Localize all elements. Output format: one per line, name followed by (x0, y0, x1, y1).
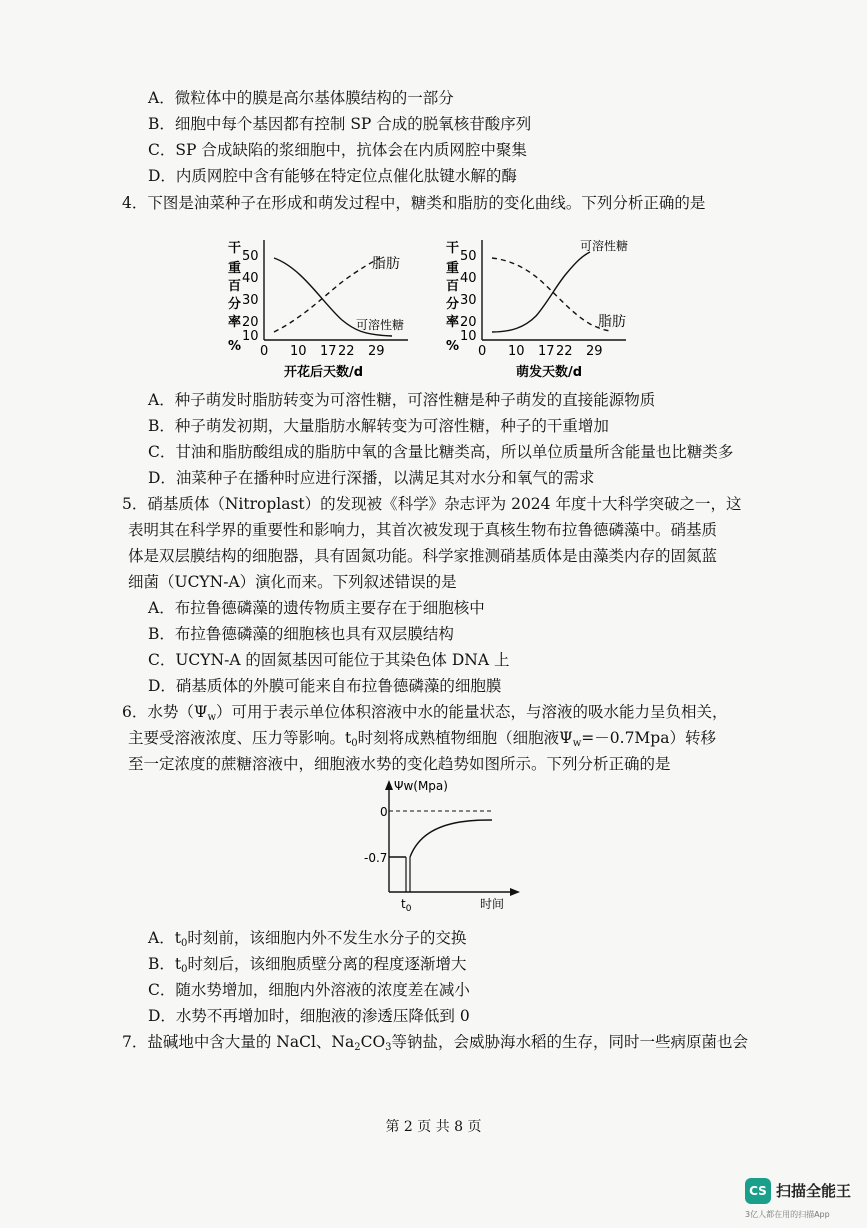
chart2-ytick: 20 (460, 315, 477, 330)
page-footer: 第 2 页 共 8 页 (385, 1119, 482, 1135)
chart3-xlabel: 时间 (480, 897, 505, 911)
q5-stem-line-2: 表明其在科学界的重要性和影响力，其首次被发现于真核生物布拉鲁德磷藻中。硝基质 (128, 521, 718, 539)
q3-option-d: D．内质网腔中含有能够在特定位点催化肽键水解的酶 (148, 167, 517, 185)
q5-stem-line-4: 细菌（UCYN-A）演化而来。下列叙述错误的是 (128, 573, 457, 591)
chart1-ytick: 10 (242, 329, 259, 344)
chart2-xtick: 10 (508, 344, 525, 359)
chart1-ytick: 50 (242, 249, 259, 264)
chart2-ylabel-5: 率 (446, 315, 460, 330)
chart3-rising-curve (410, 820, 492, 857)
chart1-ylabel-5: 率 (228, 315, 242, 330)
chart2-label-sugar: 可溶性糖 (580, 239, 629, 253)
q3-option-b: B．细胞中每个基因都有控制 SP 合成的脱氧核苷酸序列 (148, 115, 532, 133)
chart2-label-fat: 脂肪 (598, 314, 626, 330)
q4-option-c: C．甘油和脂肪酸组成的脂肪中氧的含量比糖类高，所以单位质量所含能量也比糖类多 (148, 443, 734, 461)
q7-stem-line-1: 7．盐碱地中含大量的 NaCl、Na2CO3等钠盐，会威胁海水稻的生存，同时一些病原菌也会 (122, 1033, 749, 1053)
q6-option-a: A．$t_0$时刻前，该细胞内外不发生水分子的交换 (148, 929, 467, 949)
chart1-xlabel: 开花后天数/d (284, 365, 364, 380)
chart1-xtick: 22 (338, 344, 355, 359)
chart1-ytick: 40 (242, 271, 259, 286)
q6-option-d: D．水势不再增加时，细胞液的渗透压降低到 0 (148, 1007, 470, 1025)
chart3-tick-low: -0.7 (364, 851, 388, 865)
chart1-ylabel-4: 分 (228, 297, 242, 312)
q6-option-c: C．随水势增加，细胞内外溶液的浓度差在减小 (148, 981, 470, 999)
q5-option-d: D．硝基质体的外膜可能来自布拉鲁德磷藻的细胞膜 (148, 677, 502, 695)
q4-chart-formation (222, 232, 422, 382)
chart1-xtick: 10 (290, 344, 307, 359)
chart2-ytick: 40 (460, 271, 477, 286)
chart3-ylabel: Ψw(Mpa) (394, 779, 448, 793)
chart2-xtick: 0 (478, 344, 487, 359)
chart1-xtick: 0 (260, 344, 269, 359)
chart2-xtick: 17 (538, 344, 555, 359)
q5-option-b: B．布拉鲁德磷藻的细胞核也具有双层膜结构 (148, 625, 454, 643)
chart1-ylabel-1: 干 (228, 241, 242, 256)
chart3-tick-zero: 0 (380, 805, 388, 819)
q3-option-a: A．微粒体中的膜是高尔基体膜结构的一部分 (148, 89, 454, 107)
chart1-label-sugar: 可溶性糖 (356, 318, 405, 332)
chart2-ylabel-1: 干 (446, 241, 460, 256)
q4-chart-germination (440, 232, 640, 382)
chart1-ylabel-3: 百 (228, 279, 242, 294)
chart2-ytick: 30 (460, 293, 477, 308)
scanner-watermark (745, 1176, 863, 1224)
q5-option-a: A．布拉鲁德磷藻的遗传物质主要存在于细胞核中 (148, 599, 485, 617)
q5-option-c: C．UCYN-A 的固氮基因可能位于其染色体 DNA 上 (148, 651, 510, 669)
chart2-xtick: 22 (556, 344, 573, 359)
q4-option-b: B．种子萌发初期，大量脂肪水解转变为可溶性糖，种子的干重增加 (148, 417, 609, 435)
chart1-label-fat: 脂肪 (372, 256, 400, 272)
chart1-ytick: 30 (242, 293, 259, 308)
chart2-sugar-curve (492, 252, 590, 332)
chart1-ylabel-2: 重 (228, 261, 242, 276)
q6-stem-line-1: 6．水势$(\Psi_w)$可用于表示单位体积溶液中水的能量状态，与溶液的吸水能力呈负相关， (122, 703, 728, 723)
chart2-ylabel-2: 重 (446, 261, 460, 276)
q4-option-d: D．油菜种子在播种时应进行深播，以满足其对水分和氧气的需求 (148, 469, 595, 487)
chart3-t0-label: $t_0$ (401, 897, 412, 914)
chart2-xlabel: 萌发天数/d (516, 365, 583, 380)
q6-stem-line-2: 主要受溶液浓度、压力等影响。$t_0$时刻将成熟植物细胞（细胞液$\Psi_w=-0.7Mpa$）转移 (128, 729, 716, 749)
chart2-ytick: 50 (460, 249, 477, 264)
chart1-xtick: 29 (368, 344, 385, 359)
q4-stem: 4．下图是油菜种子在形成和萌发过程中，糖类和脂肪的变化曲线。下列分析正确的是 (122, 194, 706, 212)
chart2-ylabel-4: 分 (446, 297, 460, 312)
chart2-xtick: 29 (586, 344, 603, 359)
chart2-ytick: 10 (460, 329, 477, 344)
q6-water-potential-chart (356, 776, 526, 916)
chart1-xtick: 17 (320, 344, 337, 359)
scanner-app-name: 扫描全能王 (776, 1182, 852, 1200)
camscanner-logo-icon: CS (745, 1178, 771, 1204)
scanner-tagline: 3亿人都在用的扫描App (745, 1210, 830, 1219)
q5-stem-line-1: 5．硝基质体（Nitroplast）的发现被《科学》杂志评为 2024 年度十大科学突破之一，这 (122, 495, 742, 513)
q6-stem-line-3: 至一定浓度的蔗糖溶液中，细胞液水势的变化趋势如图所示。下列分析正确的是 (128, 755, 671, 773)
q6-option-b: B．$t_0$时刻后，该细胞质壁分离的程度逐渐增大 (148, 955, 467, 975)
chart3-x-arrow (510, 888, 520, 896)
q5-stem-line-3: 体是双层膜结构的细胞器，具有固氮功能。科学家推测硝基质体是由藻类内存的固氮蓝 (128, 547, 718, 565)
chart2-ylabel-3: 百 (446, 279, 460, 294)
chart1-ytick: 20 (242, 315, 259, 330)
chart1-ylabel-6: % (228, 339, 242, 354)
q3-option-c: C．SP 合成缺陷的浆细胞中，抗体会在内质网腔中聚集 (148, 141, 527, 159)
q4-option-a: A．种子萌发时脂肪转变为可溶性糖，可溶性糖是种子萌发的直接能源物质 (148, 391, 656, 409)
chart2-ylabel-6: % (446, 339, 460, 354)
